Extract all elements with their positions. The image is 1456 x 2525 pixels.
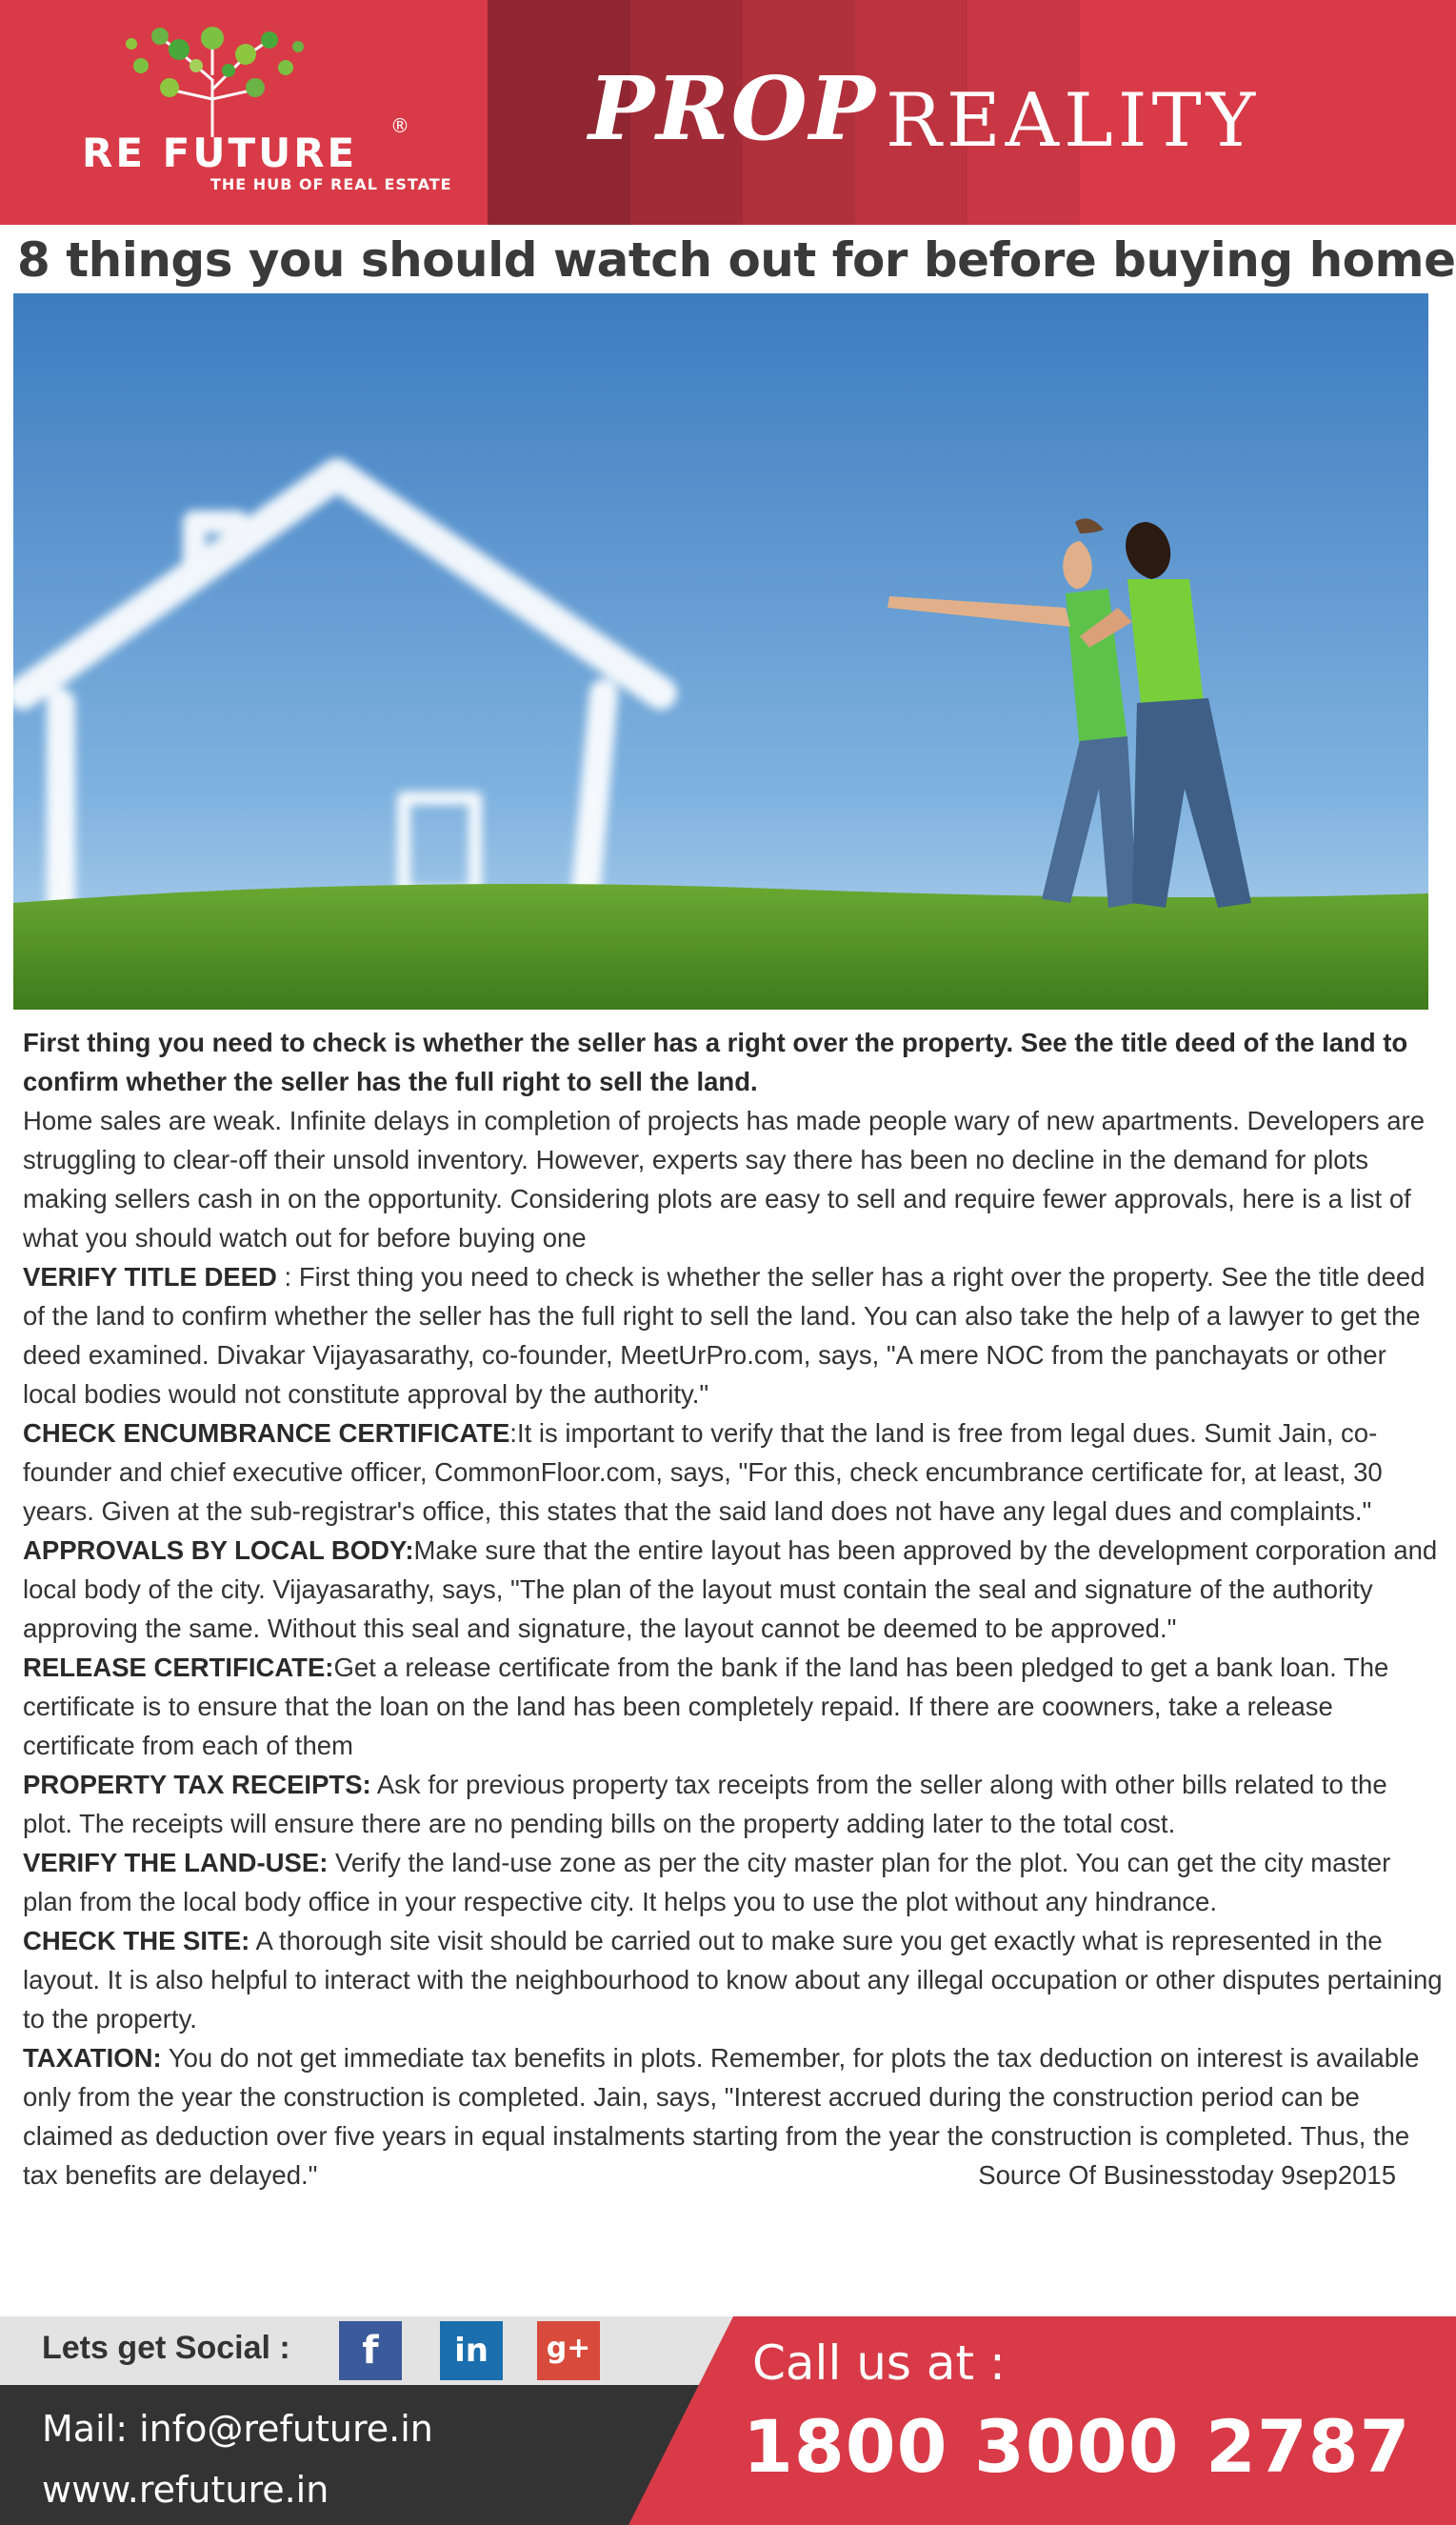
point-text: Get a release certificate from the bank if the land has been pledged to get a bank loan. The certificate is to ensure that the loan on the land has been completely repaid. If there are coowners, take a release certificate from each of them <box>23 1653 1389 1760</box>
point-text: Make sure that the entire layout has been approved by the development corporation and local body of the city. Vijayasarathy, says, "The plan of the layout must contain the seal and signature of the authority approving the same. Without this seal and signature, the layout cannot be deemed to be approved." <box>23 1535 1438 1643</box>
article-point <box>23 1257 1444 1413</box>
logo-tagline: THE HUB OF REAL ESTATE <box>210 175 452 193</box>
article-point <box>23 1531 1444 1648</box>
article-lead: First thing you need to check is whether the seller has a right over the property. See the title deed of the land to confirm whether the seller has the full right to sell the land. <box>23 1028 1408 1096</box>
mail-link[interactable]: Mail: info@refuture.in <box>42 2408 433 2450</box>
phone-number[interactable]: 1800 3000 2787 <box>743 2404 1411 2489</box>
point-separator <box>162 2043 169 2073</box>
page-title: 8 things you should watch out for before buying home <box>17 232 1456 288</box>
social-label: Lets get Social : <box>42 2330 290 2366</box>
article-body <box>23 1023 1444 2194</box>
logo-wordmark: RE FUTURE <box>82 130 358 176</box>
point-title: PROPERTY TAX RECEIPTS: <box>23 1770 371 1799</box>
article-point <box>23 1765 1444 1843</box>
article-point <box>23 1648 1444 1765</box>
registered-mark: ® <box>390 114 409 137</box>
point-separator <box>328 1848 335 1877</box>
hero-image <box>13 293 1428 1010</box>
point-text: Verify the land-use zone as per the city master plan for the plot. You can get the city master plan from the local body office in your respective city. It helps you to use the plot without any hindrance. <box>23 1848 1391 1916</box>
cloud-house-couple-illustration <box>13 293 1428 1010</box>
call-label: Call us at : <box>752 2335 1006 2391</box>
point-text: Ask for previous property tax receipts from the seller along with other bills related to the plot. The receipts will ensure there are no pending bills on the property adding later to the total cost. <box>23 1770 1387 1838</box>
point-text: First thing you need to check is whether the seller has a right over the property. See the title deed of the land to confirm whether the seller has the full right to sell the land. You can also take the help of a lawyer to get the deed examined. Divakar Vijayasarathy, co-founder, MeetUrPro.com, says, "A mere NOC from the panchayats or other local bodies would not constitute approval by the authority." <box>23 1262 1426 1409</box>
header-banner <box>0 0 1456 225</box>
point-text: You do not get immediate tax benefits in plots. Remember, for plots the tax deduction on interest is available only from the year the construction is completed. Jain, says, "Interest accrued during the construction period can be claimed as deduction over five years in equal instalments starting from the year the construction is completed. Thus, the tax benefits are delayed." <box>23 2043 1420 2190</box>
footer <box>0 2316 1456 2525</box>
point-title: VERIFY TITLE DEED <box>23 1262 277 1292</box>
linkedin-icon[interactable]: in <box>440 2321 503 2380</box>
refuture-logo[interactable] <box>76 23 452 204</box>
article-source: Source Of Businesstoday 9sep2015 <box>978 2160 1396 2190</box>
tree-logo-icon <box>112 23 312 137</box>
point-text: It is important to verify that the land is free from legal dues. Sumit Jain, co-founder and chief executive officer, CommonFloor.com, says, "For this, check encumbrance certificate for, at least, 30 years. Given at the sub-registrar's office, this states that the said land does not have any legal dues and complaints." <box>23 1418 1383 1526</box>
point-title: APPROVALS BY LOCAL BODY: <box>23 1535 414 1565</box>
article-point <box>23 1843 1444 1921</box>
article-point <box>23 1413 1444 1531</box>
point-title: VERIFY THE LAND-USE: <box>23 1848 329 1877</box>
point-title: CHECK ENCUMBRANCE CERTIFICATE <box>23 1418 510 1448</box>
point-title: TAXATION: <box>23 2043 162 2073</box>
website-link[interactable]: www.refuture.in <box>42 2469 329 2511</box>
point-text: A thorough site visit should be carried out to make sure you get exactly what is represented in the layout. It is also helpful to interact with the neighbourhood to know about any illegal occupation or other disputes pertaining to the property. <box>23 1926 1443 2034</box>
point-separator: : <box>509 1418 517 1448</box>
facebook-icon[interactable]: f <box>339 2321 402 2380</box>
title-prop: PROP <box>588 57 877 160</box>
point-title: RELEASE CERTIFICATE: <box>23 1653 334 1682</box>
article-intro: Home sales are weak. Infinite delays in completion of projects has made people wary of new apartments. Developers are struggling to clear-off their unsold inventory. However, experts say there has been no decline in the demand for plots making sellers cash in on the opportunity. Considering plots are easy to sell and require fewer approvals, here is a list of what you should watch out for before buying one <box>23 1106 1426 1252</box>
point-separator: : <box>276 1262 299 1292</box>
point-title: CHECK THE SITE: <box>23 1926 250 1955</box>
google-plus-icon[interactable]: g+ <box>537 2321 600 2380</box>
article-point <box>23 1921 1444 2038</box>
title-reality: REALITY <box>886 78 1261 164</box>
